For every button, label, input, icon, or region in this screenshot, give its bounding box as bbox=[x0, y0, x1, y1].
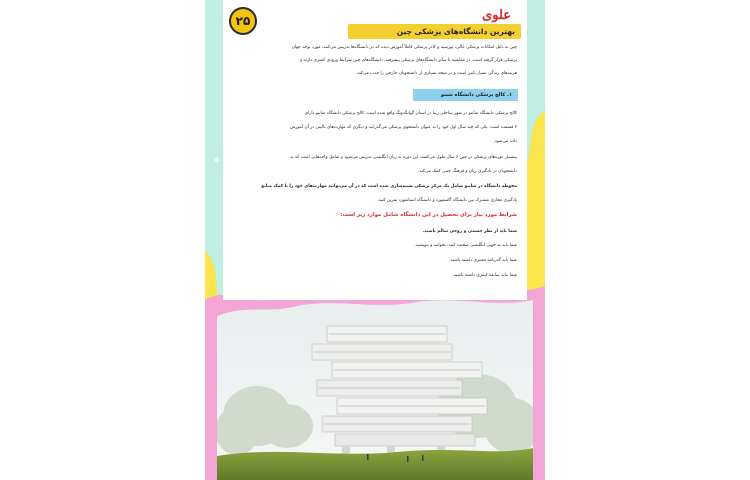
paragraph-line: کالج پزشکی دانشگاه شانتو در شهر ساحلی زیبا در استان گوانگدونگ واقع شده است. کالج پزشکی دانشگاه شانتو دارای bbox=[304, 111, 517, 116]
paragraph-line: پیشنیاز دوره‌های پزشکی در چین ۶ سال طول می‌کشد. این دوره به زبان انگلیسی تدریس می‌شود و شامل واحدهایی است که به bbox=[290, 155, 517, 160]
brand-logo: علوی bbox=[482, 8, 511, 23]
paragraph-line: محوطه دانشگاه در شانتو شامل یک مرکز پزشکی شبیه‌سازی شده است که در آن می‌توانید مهارت‌های خود را با کمک منابع bbox=[261, 184, 517, 189]
condition-item: شما نباید سابقه کیفری داشته باشید. bbox=[452, 273, 517, 278]
content-panel bbox=[223, 0, 527, 300]
intro-line: چین به دلیل امکانات پزشکی عالی، بورسیه و کادر پزشکی کاملاً آموزش دیده که در دانشگاه‌ها تدریس می‌کنند، مورد توجه جهان bbox=[291, 45, 517, 50]
paragraph-line: ۲ قسمت است. یکی که چند سال اول خود را به عنوان دانشجوی پزشکی می‌گذرانید و دیگری که مهارت‌های بالینی در آن آموزش bbox=[290, 125, 517, 130]
condition-item: شما باید از نظر جسمی و روحی سالم باشید. bbox=[422, 229, 517, 234]
page-number-badge: ۲۵ bbox=[229, 7, 257, 35]
condition-item: شما باید به خوبی انگلیسی صحبت کنید، بخوانید و بنویسید. bbox=[414, 243, 517, 248]
intro-line: پزشکی قرار گرفته است. در مقایسه با سایر دانشگاه‌های پزشکی پیشرفته، دانشگاه‌های چین شرایط ورودی کمتری دارند و bbox=[300, 58, 517, 63]
condition-item: شما باید گذرنامه معتبری داشته باشید. bbox=[449, 258, 517, 263]
section-heading: ۱. کالج پزشکی دانشگاه شنتو bbox=[413, 89, 518, 101]
intro-line: هزینه‌های زندگی بسیار پایین است و در نتیجه بسیاری از دانشجویان خارجی را جذب می‌کند. bbox=[355, 71, 517, 76]
paragraph-line: یادگیری مجازی مشترک بین دانشگاه آکسفورد و دانشگاه استانفورد تمرین کنید. bbox=[377, 198, 517, 203]
conditions-heading: شرایط مورد نیاز برای تحصیل در این دانشگاه شامل موارد زیر است: bbox=[340, 212, 517, 218]
article-title: بهترین دانشگاه‌های پزشکی چین bbox=[348, 24, 521, 39]
magazine-page bbox=[205, 0, 545, 480]
paragraph-line: دانشجویان در یادگیری زبان و فرهنگ چینی کمک می‌کند. bbox=[418, 169, 517, 174]
paragraph-line: داده می‌شود. bbox=[493, 139, 517, 144]
university-building-photo bbox=[217, 296, 533, 480]
